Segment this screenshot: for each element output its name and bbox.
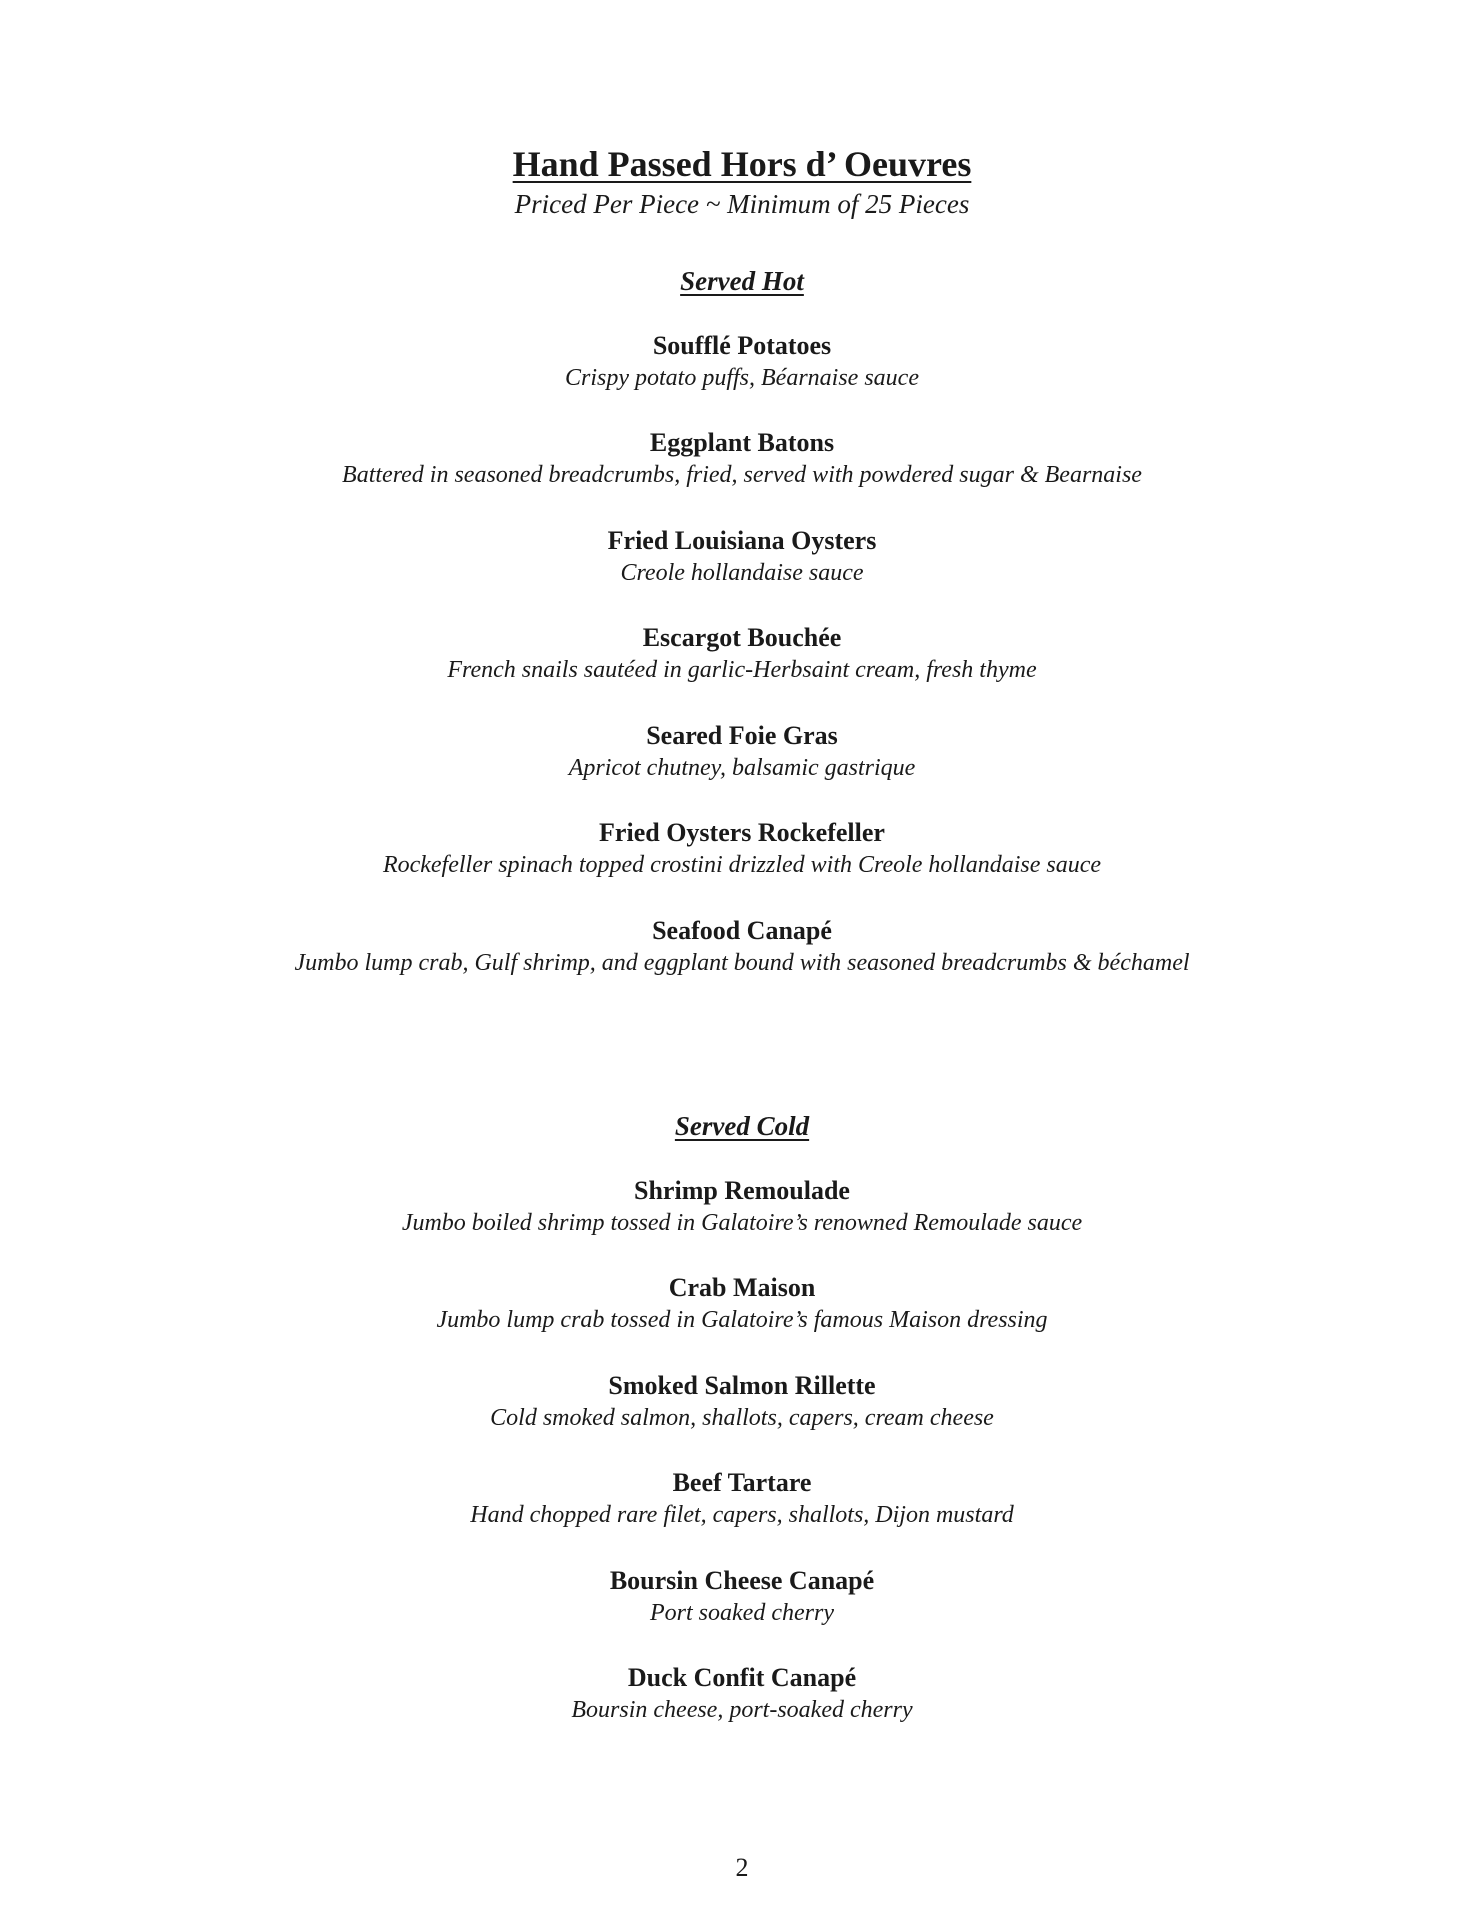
- menu-item-name: Fried Oysters Rockefeller: [599, 818, 885, 847]
- menu-item-name: Fried Louisiana Oysters: [607, 526, 877, 555]
- menu-item-name: Soufflé Potatoes: [652, 331, 832, 360]
- menu-item-name: Duck Confit Canapé: [627, 1663, 857, 1692]
- menu-item-name: Beef Tartare: [672, 1468, 812, 1497]
- menu-item-description: Crispy potato puffs, Béarnaise sauce: [565, 365, 919, 391]
- menu-item-name: Smoked Salmon Rillette: [608, 1371, 876, 1400]
- menu-item-name: Crab Maison: [668, 1273, 816, 1302]
- menu-item-name: Escargot Bouchée: [642, 623, 842, 652]
- menu-item-name: Eggplant Batons: [649, 428, 835, 457]
- menu-item-description: Rockefeller spinach topped crostini drizzled with Creole hollandaise sauce: [382, 852, 1102, 878]
- menu-item-description: French snails sautéed in garlic-Herbsaint cream, fresh thyme: [447, 657, 1037, 683]
- section-heading-cold: Served Cold: [674, 1111, 810, 1141]
- menu-item-description: Jumbo boiled shrimp tossed in Galatoire’s renowned Remoulade sauce: [401, 1210, 1083, 1236]
- menu-item-name: Shrimp Remoulade: [634, 1176, 850, 1205]
- menu-item-description: Hand chopped rare filet, capers, shallots, Dijon mustard: [470, 1502, 1014, 1528]
- menu-item-description: Battered in seasoned breadcrumbs, fried, served with powdered sugar & Bearnaise: [342, 462, 1142, 488]
- menu-item-description: Boursin cheese, port-soaked cherry: [571, 1697, 913, 1723]
- menu-item-description: Jumbo lump crab, Gulf shrimp, and eggplant bound with seasoned breadcrumbs & béchamel: [294, 950, 1190, 976]
- menu-item-name: Seafood Canapé: [652, 916, 832, 945]
- section-heading-hot: Served Hot: [680, 266, 804, 296]
- menu-item-name: Seared Foie Gras: [646, 721, 838, 750]
- menu-item-description: Creole hollandaise sauce: [620, 560, 864, 586]
- page-subtitle: Priced Per Piece ~ Minimum of 25 Pieces: [514, 189, 970, 219]
- menu-item-description: Jumbo lump crab tossed in Galatoire’s famous Maison dressing: [436, 1307, 1048, 1333]
- menu-item-description: Port soaked cherry: [650, 1600, 834, 1626]
- page-number: 2: [735, 1853, 749, 1882]
- menu-item-description: Cold smoked salmon, shallots, capers, cream cheese: [490, 1405, 994, 1431]
- menu-item-description: Apricot chutney, balsamic gastrique: [568, 755, 916, 781]
- menu-item-name: Boursin Cheese Canapé: [609, 1566, 875, 1595]
- page-title: Hand Passed Hors d’ Oeuvres: [512, 144, 972, 184]
